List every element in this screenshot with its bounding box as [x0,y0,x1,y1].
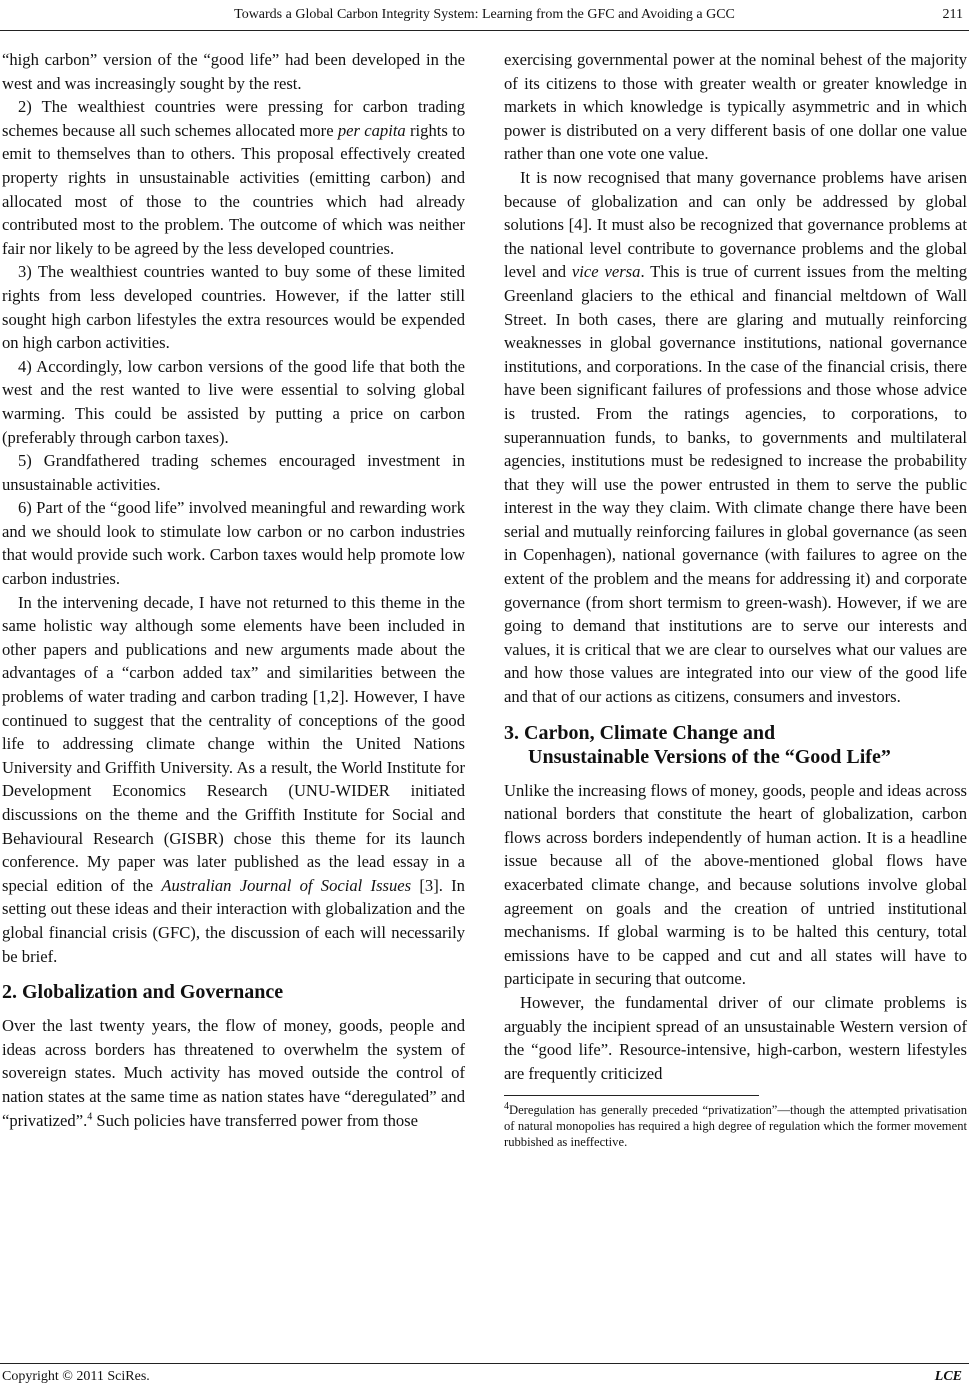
paragraph: 5) Grandfathered trading schemes encouraged investment in unsustainable activities. [2,451,465,494]
italic-text: Australian Journal of Social Issues [161,875,412,895]
paragraph: 4) Accordingly, low carbon versions of the good life that both the west and the rest wanted to live were essential to solving global warming. This could be assisted by putting a price on carbon (preferably through carbon taxes). [2,356,465,447]
text-run: rights to emit to themselves than to others. This proposal effectively created property rights in unsustainable activities (emitting carbon) and allocated most of those to the countries which had already contributed most to the problem. The outcome of which was neither fair nor likely to be agreed by the less developed countries. [2,120,465,258]
text-run: 2) The wealthiest countries were pressing for carbon trading schemes because all such schemes allocated more [2,97,465,140]
running-header [0,0,969,26]
footnote [504,1102,967,1150]
text-run: . This is true of current issues from the melting Greenland glaciers to the ethical and financial meltdown of Wall Street. In both cases, there are glaring and mutually reinforcing weaknesses in global governance institutions, national governance institutions, and corporations. In the case of the financial crisis, there have been significant failures of professions and those whose advice is trusted. From the ratings agencies, to corporations, to superannuation funds, to banks, to governments and multilateral agencies, institutions must be redesigned to increase the probability that they will use the power entrusted in them to serve the public interest in the way they claim. With climate change there have been serial and mutually reinforcing failures in global governance (as seen in Copenhagen), national governance (with failures to agree on the extent of the problem and the means for addressing it) and corporate governance (from short termism to green-wash). However, if we are going to demand that institutions are to serve our interests and values, it is critical that we are clear to ourselves what our values are and how those values are integrated into our view of the good life and that of our actions as citizens, consumers and investors. [504,262,968,707]
paragraph [2,591,465,969]
section-heading-line: Unsustainable Versions of the “Good Life” [528,745,891,768]
paragraph: However, the fundamental driver of our climate problems is arguably the incipient spread of an unsustainable Western version of the “good life”. Resource-intensive, high-carbon, western lifestyles are frequently criticized [504,992,967,1083]
text-run: Over the last twenty years, the flow of money, goods, people and ideas across borders has threatened to overwhelm the system of sovereign states. Much activity has moved outside the control of nation states at the same time as nation states have “deregulated” and “privatized”. [2,1016,465,1130]
text-run: In the intervening decade, I have not returned to this theme in the same holistic way although some elements have been included in other papers and publications and new arguments made about the advantages of a “carbon added tax” and similarities between the problems of water trading and carbon trading [1,2]. However, I have continued to suggest that the centrality of conceptions of the good life to addressing climate change within the United Nations University and Griffith University. As a result, the World Institute for Development Economics Research (UNU-WIDER initiated discussions on the theme and the Griffith Institute for Social and Behavioural Research (GISBR) chose this theme for its launch conference. My paper was later published as the lead essay in a special edition of the [2,592,465,895]
paragraph: 3) The wealthiest countries wanted to buy some of these limited rights from less developed countries. However, if the latter still sought high carbon lifestyles the extra resources would be expended on high carbon activities. [2,262,465,353]
text-run: It is now recognised that many governance problems have arisen because of globalization and can only be addressed by global solutions [4]. It must also be recognized that governance problems at the national level contribute to governance problems and the global level and [504,167,967,282]
section-heading: 2. Globalization and Governance [2,981,284,1004]
paragraph: Unlike the increasing flows of money, goods, people and ideas across national borders that constitute the heart of globalization, carbon flows across borders independently of human action. It is a headline issue because all of the above-mentioned global flows have exacerbated climate change, and because solutions involve global agreement on goals and the creation of untried institutional mechanisms. If global warming is to be halted this century, total emissions have to be capped and cut and all states will have to participate in securing that outcome. [504,780,967,989]
header-title: Towards a Global Carbon Integrity System: Learning from the GFC and Avoiding a GCC [234,7,735,22]
paragraph: 6) Part of the “good life” involved meaningful and rewarding work and we should look to stimulate low carbon or no carbon industries that would provide such work. Carbon taxes would help promote low carbon industries. [2,498,465,589]
left-column [2,48,465,1132]
paragraph [2,1014,465,1132]
footnote-number: 4 [504,1101,509,1113]
paragraph [2,95,465,260]
paragraph: “high carbon” version of the “good life” had been developed in the west and was increasingly sought by the rest. [2,50,465,93]
paragraph: exercising governmental power at the nominal behest of the majority of its citizens to those with greater wealth or greater knowledge in markets in which knowledge is typically asymmetric and in which power is distributed on a very different basis of one dollar one value rather than one vote one value. [504,50,967,164]
italic-text: per capita [337,120,406,140]
italic-text: vice versa [571,262,641,282]
section-heading [504,721,967,769]
text-run: [3]. In setting out these ideas and their interaction with globalization and the global financial crisis (GFC), the discussion of each will necessarily be brief. [2,875,465,966]
footnote-rule [504,1095,759,1096]
copyright-text: Copyright © 2011 SciRes. [2,1369,150,1384]
right-column [504,48,967,1150]
footnote-text: Deregulation has generally preceded “privatization”—though the attempted privatisation of natural monopolies has required a high degree of regulation which the former movement rubbished as ineffective. [504,1103,967,1150]
page-number: 211 [942,7,963,22]
header-rule [0,30,969,31]
footer-rule [0,1363,969,1364]
paragraph [504,166,967,709]
footnote-marker: 4 [87,1111,93,1122]
page-footer [2,1368,962,1386]
text-run: Such policies have transferred power from those [92,1110,419,1130]
section-heading-line: 3. Carbon, Climate Change and [504,721,776,744]
journal-abbreviation: LCE [934,1369,962,1384]
